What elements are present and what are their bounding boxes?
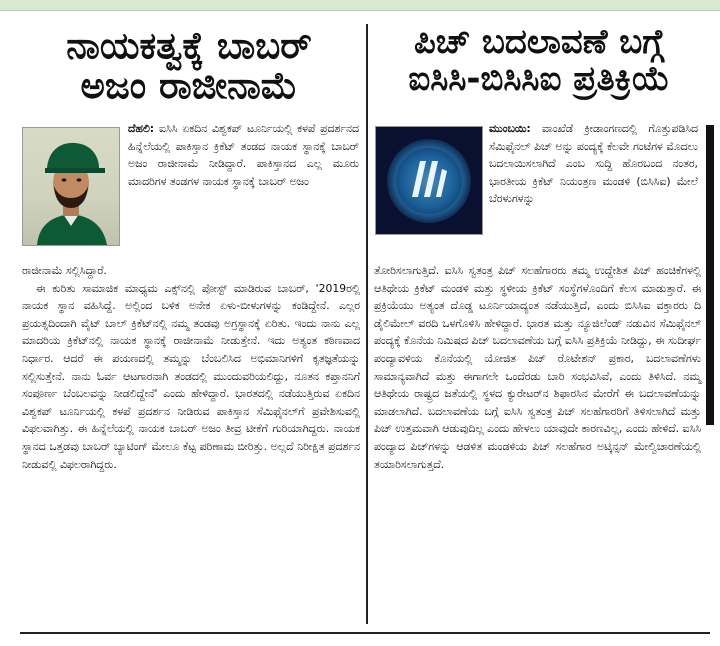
right-lead-text: ವಾಂಖೆಡೆ ಕ್ರೀಡಾಂಗಣದಲ್ಲಿ ಗೊತ್ತುಪಡಿಸಿದ ಸೆಮಿಫೈನಲ್ ಪಿಚ್ ಅನ್ನು ಪಂದ್ಯಕ್ಕೆ ಕೆಲವೇ ಗಂಟೆಗಳ ಮೊದಲು ಬದಲಾಯಿಸಲಾಗಿದೆ ಎಂಬ ಸುದ್ದಿ ಹೊರಬಂದ ನಂತರ, ಭಾರತೀಯ ಕ್ರಿಕೆಟ್ ನಿಯಂತ್ರಣ ಮಂಡಳಿ (ಬಿಸಿಸಿಐ) ಮೇಲೆ ಬೆರಳುಗಳನ್ನು [489, 122, 698, 206]
right-dateline: ಮುಂಬಯಿ: [489, 122, 531, 135]
bottom-rule [20, 632, 710, 634]
right-edge-bar [706, 125, 714, 425]
left-lead-continued: ರಾಜೀನಾಮೆ ಸಲ್ಲಿಸಿದ್ದಾರೆ. [22, 264, 107, 277]
left-article-body [22, 262, 360, 473]
left-headline [20, 26, 358, 106]
left-article-lead [128, 120, 359, 190]
left-paragraph-2: ಈ ಕುರಿತು ಸಾಮಾಜಿಕ ಮಾಧ್ಯಮ ಎಕ್ಸ್‌ನಲ್ಲಿ ಪೋಸ್ಟ್ ಮಾಡಿರುವ ಬಾಬರ್, '2019ರಲ್ಲಿ ನಾಯಕ ಸ್ಥಾನ ವಹಿಸಿದ್ದೆ. ಅಲ್ಲಿಂದ ಬಳಿಕ ಅನೇಕ ಏಳು-ಬೀಳುಗಳನ್ನು ಕಂಡಿದ್ದೇನೆ. ಎಲ್ಲರ ಪ್ರಯತ್ನದಿಂದಾಗಿ ವೈಟ್ ಬಾಲ್ ಕ್ರಿಕೆಟ್‌ನಲ್ಲಿ ನಮ್ಮ ತಂಡವು ಅಗ್ರಸ್ಥಾನಕ್ಕೆ ಏರಿತು. ಇಂದು ನಾನು ಎಲ್ಲ ಮಾದರಿಯ ಕ್ರಿಕೆಟ್‌ನಲ್ಲಿ ನಾಯಕ ಸ್ಥಾನಕ್ಕೆ ರಾಜೀನಾಮೆ ನೀಡುತ್ತೇನೆ. ಇದು ಅತ್ಯಂತ ಕಠಿಣವಾದ ನಿರ್ಧಾರ. ಆದರೆ ಈ ಪಯಣದಲ್ಲಿ ತಮ್ಮನ್ನು ಬೆಂಬಲಿಸಿದ ಅಭಿಮಾನಿಗಳಿಗೆ ಕೃತಜ್ಞತೆಯನ್ನು ಸಲ್ಲಿಸುತ್ತೇನೆ. ನಾನು ಓರ್ವ ಆಟಗಾರನಾಗಿ ತಂಡದಲ್ಲಿ ಮುಂದುವರಿಯಲಿದ್ದು, ನೂತನ ಕಪ್ತಾನನಿಗೆ ಸಂಪೂರ್ಣ ಬೆಂಬಲವನ್ನು ನೀಡಲಿದ್ದೇನೆ' ಎಂದು ಹೇಳಿದ್ದಾರೆ. ಭಾರತದಲ್ಲಿ ನಡೆಯುತ್ತಿರುವ ಏಕದಿನ ವಿಶ್ವಕಪ್ ಟೂರ್ನಿಯಲ್ಲಿ ಕಳಪೆ ಪ್ರದರ್ಶನ ನೀಡಿರುವ ಪಾಕಿಸ್ತಾನ ಸೆಮಿಫೈನಲ್‌ಗೆ ಪ್ರವೇಶಿಸುವಲ್ಲಿ ವಿಫಲವಾಗಿತ್ತು. ಈ ಹಿನ್ನೆಲೆಯಲ್ಲಿ ನಾಯಕ ಬಾಬರ್ ಅಜಂ ತೀವ್ರ ಟೀಕೆಗೆ ಗುರಿಯಾಗಿದ್ದರು. ನಾಯಕ ಸ್ಥಾನದ ಒತ್ತಡವು ಬಾಬರ್ ಬ್ಯಾಟಿಂಗ್ ಮೇಲೂ ಕೆಟ್ಟ ಪರಿಣಾಮ ಬೀರಿತ್ತು. ಅಲ್ಲದೆ ನಿರೀಕ್ಷಿತ ಪ್ರದರ್ಶನ ನೀಡುವಲ್ಲಿ ವಿಫಲರಾಗಿದ್ದರು. [22, 281, 360, 471]
left-headline-line1: ನಾಯಕತ್ವಕ್ಕೆ ಬಾಬರ್ [66, 24, 312, 67]
left-dateline: ದೆಹಲಿ: [128, 122, 155, 135]
column-divider [366, 24, 368, 624]
right-headline-line2: ಐಸಿಸಿ-ಬಿಸಿಸಿಐ ಪ್ರತಿಕ್ರಿಯೆ [408, 58, 670, 99]
left-lead-text: ಐಸಿಸಿ ಏಕದಿನ ವಿಶ್ವಕಪ್ ಟೂರ್ನಿಯಲ್ಲಿ ಕಳಪೆ ಪ್ರದರ್ಶನದ ಹಿನ್ನೆಲೆಯಲ್ಲಿ ಪಾಕಿಸ್ತಾನ ಕ್ರಿಕೆಟ್ ತಂಡದ ನಾಯಕ ಸ್ಥಾನಕ್ಕೆ ಬಾಬರ್ ಅಜಂ ರಾಜೀನಾಮೆ ನೀಡಿದ್ದಾರೆ. ಪಾಕಿಸ್ತಾನದ ಎಲ್ಲ ಮೂರು ಮಾದರಿಗಳ ತಂಡಗಳ ನಾಯಕ ಸ್ಥಾನಕ್ಕೆ ಬಾಬರ್ ಅಜಂ [128, 122, 359, 188]
icc-logo [375, 126, 483, 235]
babar-azam-photo [22, 127, 120, 246]
right-headline-line1: ಪಿಚ್ ಬದಲಾವಣೆ ಬಗ್ಗೆ [413, 22, 664, 62]
right-article-lead [489, 120, 698, 208]
top-border-strip [0, 0, 720, 11]
right-lead-continued: ತೋರಿಸಲಾಗುತ್ತಿದೆ. ಐಸಿಸಿ ಸ್ವತಂತ್ರ ಪಿಚ್ ಸಲಹೆಗಾರರು ತಮ್ಮ ಉದ್ದೇಶಿತ ಪಿಚ್ ಹಂಚಿಕೆಗಳಲ್ಲಿ ಆತಿಥೇಯ ಕ್ರಿಕೆಟ್ ಮಂಡಳಿ ಮತ್ತು ಸ್ಥಳೀಯ ಕ್ರಿಕೆಟ್ ಸಂಸ್ಥೆಗಳೊಂದಿಗೆ ಕೆಲಸ ಮಾಡುತ್ತಾರೆ. ಈ ಪ್ರಕ್ರಿಯೆಯು ಅತ್ಯಂತ ದೊಡ್ಡ ಟೂರ್ನಿಯಾದ್ಯಂತ ನಡೆಯುತ್ತಿದೆ, ಎಂದು ಬಿಸಿಸಿಐ ವಕ್ತಾರರು ದಿ ಡೈಲಿಮೇಲ್ ವರದಿ ಒಳಗೊಳಿಸಿ ಹೇಳಿದ್ದಾರೆ. ಭಾರತ ಮತ್ತು ನ್ಯೂಜಿಲೆಂಡ್ ನಡುವಿನ ಸೆಮಿಫೈನಲ್ ಪಂದ್ಯಕ್ಕೆ ಕೊನೆಯ ನಿಮಿಷದ ಪಿಚ್ ಬದಲಾವಣೆಯ ಬಗ್ಗೆ ಐಸಿಸಿ ಪ್ರತಿಕ್ರಿಯೆ ನೀಡಿದ್ದು, ಈ ಸುದೀರ್ಘ ಪಂದ್ಯಾವಳಿಯ ಕೊನೆಯಲ್ಲಿ ಯೋಜಿತ ಪಿಚ್ ರೊಟೇಶನ್ ಪ್ರಕಾರ, ಬದಲಾವಣೆಗಳು ಸಾಮಾನ್ಯವಾಗಿದೆ ಮತ್ತು ಈಗಾಗಲೇ ಒಂದೆರಡು ಬಾರಿ ಸಂಭವಿಸಿವೆ, ಎಂದು ತಿಳಿಸಿದೆ. ನಮ್ಮ ಆತಿಥೇಯ ರಾಷ್ಟ್ರದ ಜತೆಯಲ್ಲಿ ಸ್ಥಳದ ಕ್ಯುರೇಟರ್‌ನ ಶಿಫಾರಸಿನ ಮೇರೆಗೆ ಈ ಬದಲಾವಣೆಯನ್ನು ಮಾಡಲಾಗಿದೆ. ಬದಲಾವಣೆಯ ಬಗ್ಗೆ ಐಸಿಸಿ ಸ್ವತಂತ್ರ ಪಿಚ್ ಸಲಹೆಗಾರರಿಗೆ ತಿಳಿಸಲಾಗಿದೆ ಮತ್ತು ಪಿಚ್ ಉತ್ತಮವಾಗಿ ಆಡುವುದಿಲ್ಲ ಎಂದು ಹೇಳಲು ಯಾವುದೇ ಕಾರಣವಿಲ್ಲ, ಎಂದು ಹೇಳಿದೆ. ಐಸಿಸಿ ಪಂದ್ಯಾದ ಪಿಚ್‌ಗಳನ್ನು ಆಡಳಿತ ಮಂಡಳಿಯ ಪಿಚ್ ಸಲಹೆಗಾರ ಅಟ್ಕಿನ್ಸನ್ ಮೇಲ್ವಿಚಾರಣೆಯಲ್ಲಿ ತಯಾರಿಸಲಾಗುತ್ತದೆ. [374, 264, 701, 471]
left-headline-line2: ಅಜಂ ರಾಜೀನಾಮೆ [80, 63, 298, 107]
right-article-body [374, 262, 701, 473]
right-headline [374, 24, 704, 97]
